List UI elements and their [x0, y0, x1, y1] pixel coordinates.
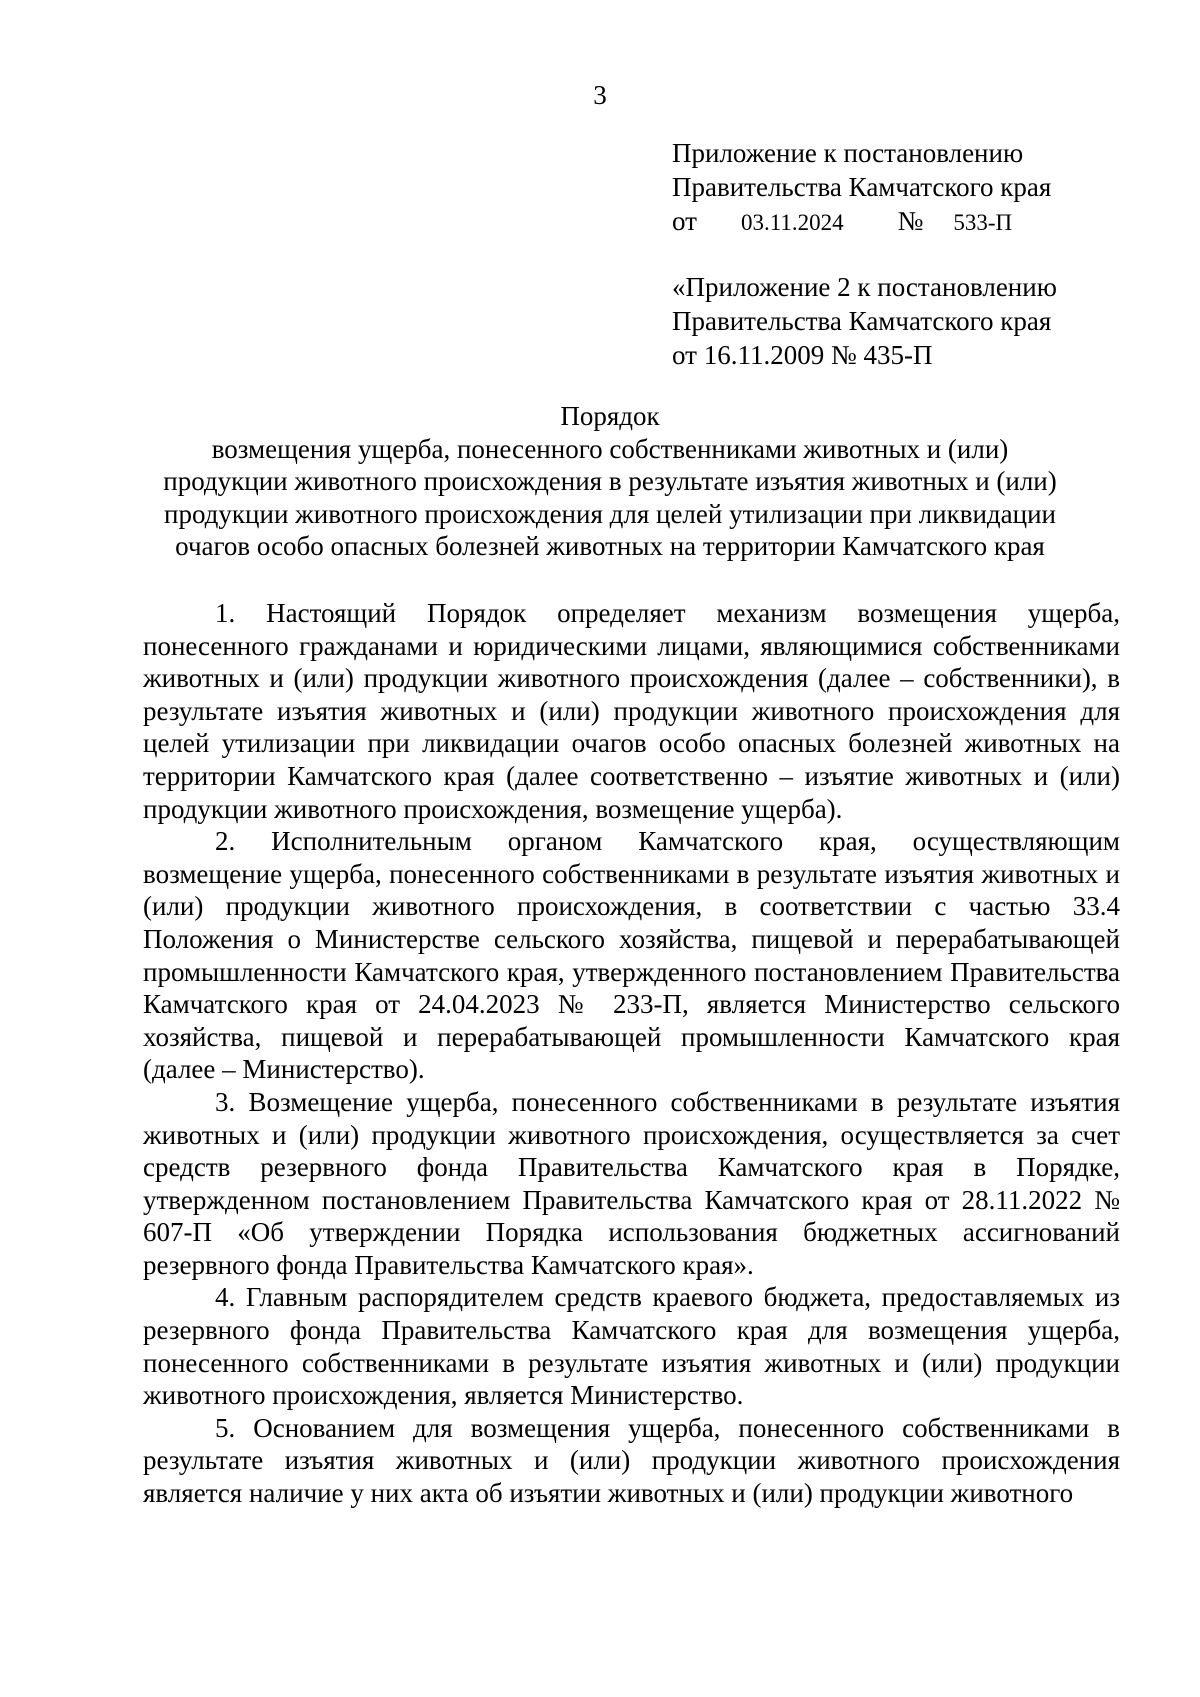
title-line: возмещения ущерба, понесенного собственниками животных и (или): [211, 433, 1009, 464]
appendix-original-line3: от 16.11.2009 № 435-П: [672, 340, 933, 370]
decree-from-label: от: [672, 206, 697, 236]
decree-number-label: №: [897, 206, 924, 236]
title-line: очагов особо опасных болезней животных на территории Камчатского края: [175, 531, 1045, 561]
decree-date: 03.11.2024: [740, 210, 844, 235]
page-number: 3: [593, 80, 607, 110]
paragraph-3: 3. Возмещение ущерба, понесенного собственниками в результате изъятия животных и (или) продукции животного происхождения, осуществляется за счет средств резервного фонда Правительства Камчатского края в Порядке, утвержденном постановлением Правительства Камчатского края от 28.11.2022 № 607-П «Об утверждении Порядка использования бюджетных ассигнований резервного фонда Правительства Камчатского края».: [143, 1086, 1120, 1280]
appendix-current-decree-line: [672, 204, 1172, 240]
document-title: [110, 400, 1110, 563]
title-line: продукции животного происхождения для целей утилизации при ликвидации: [164, 498, 1056, 529]
appendix-current-line1: Приложение к постановлению: [672, 138, 1024, 168]
appendix-current-block: [672, 136, 1172, 240]
paragraph-4: 4. Главным распорядителем средств краевого бюджета, предоставляемых из резервного фонда Правительства Камчатского края для возмещения ущерба, понесенного собственниками в результате изъятия животных и (или) продукции животного происхождения, является Министерство.: [143, 1282, 1120, 1411]
title-line: продукции животного происхождения в результате изъятия животных и (или): [163, 466, 1057, 496]
decree-number: 533-П: [953, 210, 1013, 235]
paragraph-2: 2. Исполнительным органом Камчатского края, осуществляющим возмещение ущерба, понесенного собственниками в результате изъятия животных и (или) продукции животного происхождения, в соответствии с частью 33.4 Положения о Министерстве сельского хозяйства, пищевой и перерабатывающей промышленности Камчатского края, утвержденного постановлением Правительства Камчатского края от 24.04.2023 № 233-П, является Министерство сельского хозяйства, пищевой и перерабатывающей промышленности Камчатского края (далее – Министерство).: [143, 826, 1120, 1085]
appendix-original-block: [672, 270, 1172, 372]
paragraph-5: 5. Основанием для возмещения ущерба, понесенного собственниками в результате изъятия животных и (или) продукции животного происхождения является наличие у них акта об изъятии животных и (или) продукции животного: [143, 1412, 1120, 1509]
appendix-current-line2: Правительства Камчатского края: [672, 172, 1052, 202]
document-body: [143, 597, 1120, 1510]
paragraph-1: 1. Настоящий Порядок определяет механизм возмещения ущерба, понесенного гражданами и юридическими лицами, являющимися собственниками животных и (или) продукции животного происхождения (далее – собственники), в результате изъятия животных и (или) продукции животного происхождения для целей утилизации при ликвидации очагов особо опасных болезней животных на территории Камчатского края (далее соответственно – изъятие животных и (или) продукции животного происхождения, возмещение ущерба).: [143, 598, 1120, 824]
appendix-original-line2: Правительства Камчатского края: [672, 306, 1052, 336]
appendix-original-line1: «Приложение 2 к постановлению: [672, 272, 1057, 302]
title-heading: Порядок: [560, 401, 660, 431]
